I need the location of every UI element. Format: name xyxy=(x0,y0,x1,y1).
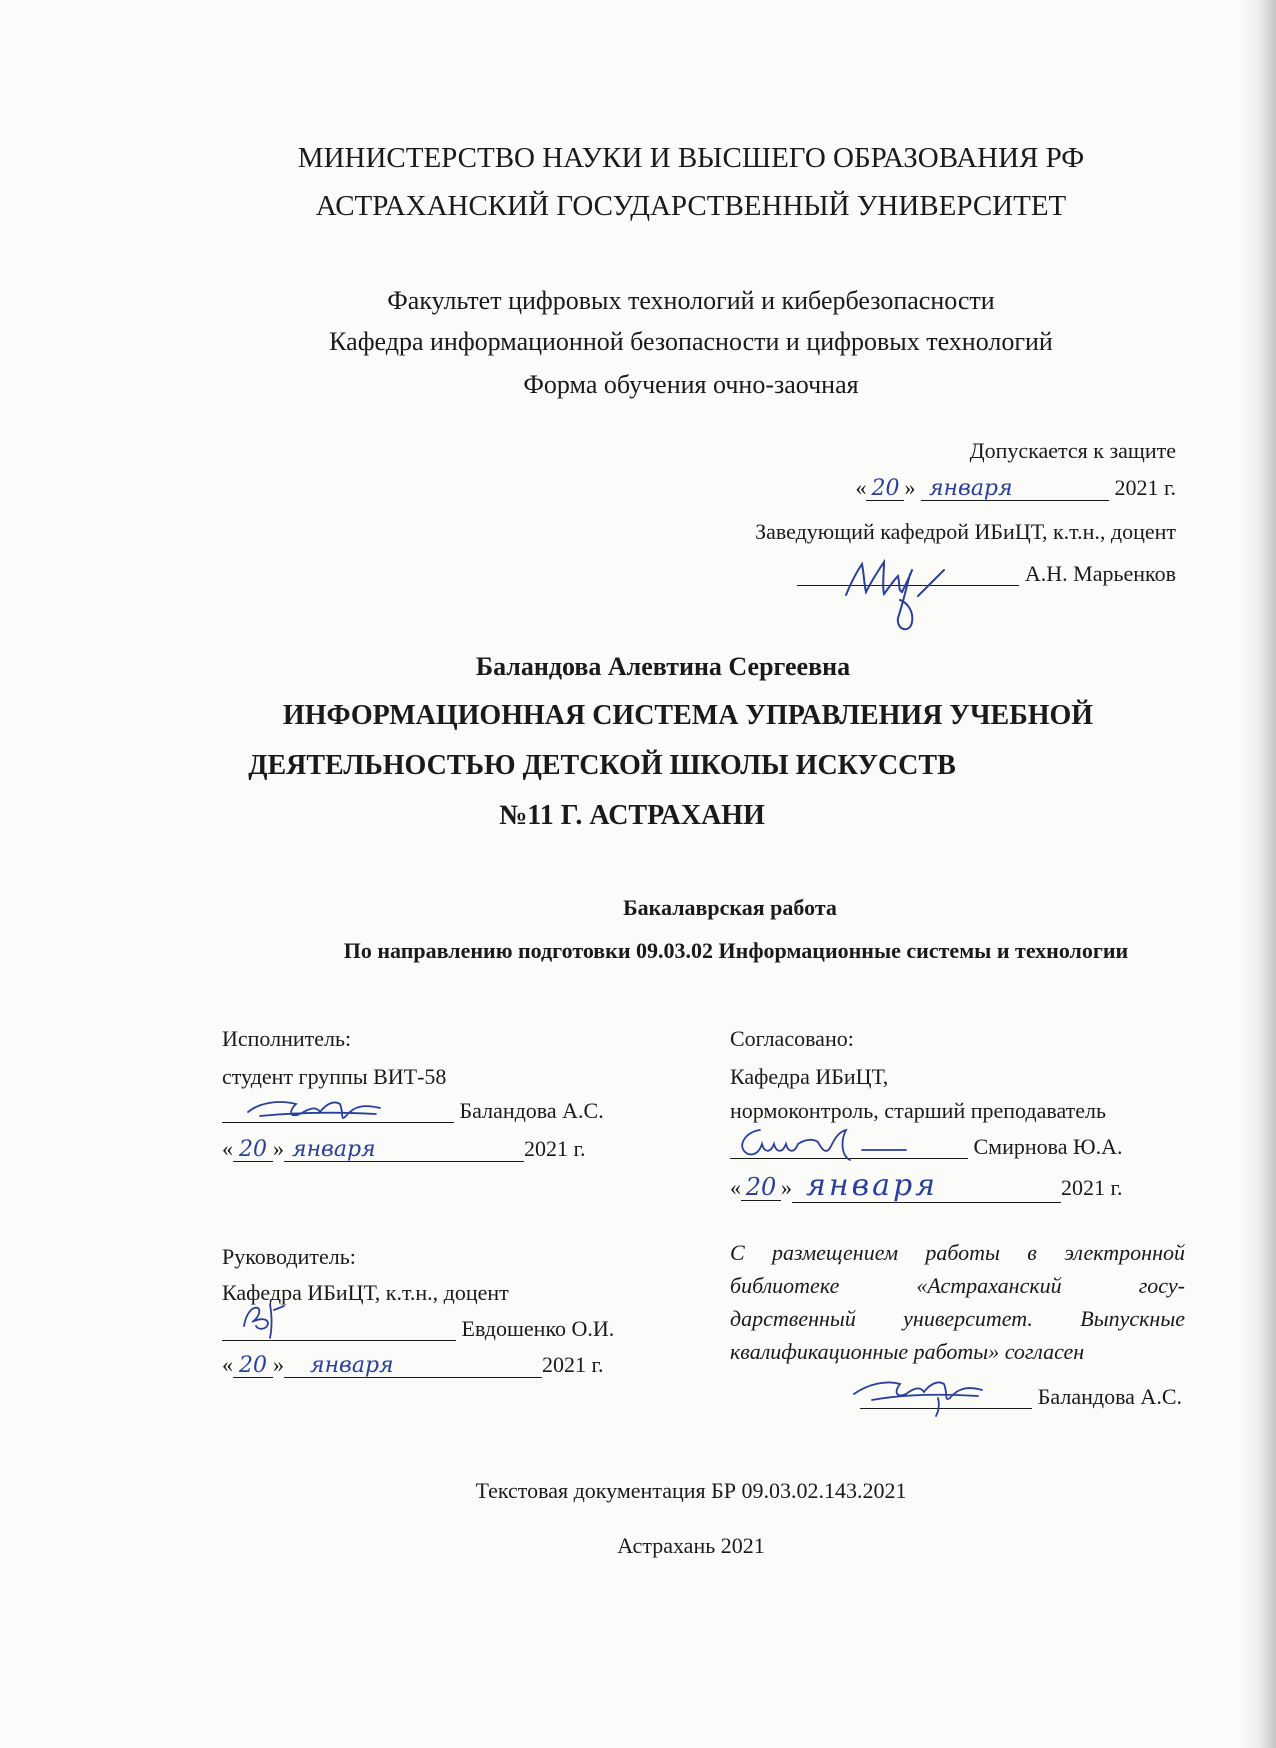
agreed-signature-line xyxy=(730,1134,1123,1160)
city-year: Астрахань 2021 xyxy=(617,1533,765,1558)
consent-line-3: дарственный университет. Выпускные xyxy=(730,1306,1185,1331)
document-code: Текстовая документация БР 09.03.02.143.2021 xyxy=(475,1478,907,1503)
faculty-line: Факультет цифровых технологий и кибербезопасности xyxy=(387,286,995,315)
agreed-date-day: 20 xyxy=(741,1175,781,1201)
agreed-date-month: января xyxy=(792,1170,1061,1203)
supervisor-name: Евдошенко О.И. xyxy=(461,1316,615,1341)
work-type: Бакалаврская работа xyxy=(623,895,837,920)
study-direction: По направлению подготовки 09.03.02 Информационные системы и технологии xyxy=(343,938,1129,963)
agreed-date-year: 2021 г. xyxy=(1061,1175,1123,1200)
executor-signature-line xyxy=(222,1098,604,1124)
supervisor-date-year: 2021 г. xyxy=(542,1352,604,1377)
study-form-line: Форма обучения очно-заочная xyxy=(523,370,859,399)
department-line: Кафедра информационной безопасности и цифровых технологий xyxy=(329,327,1053,356)
executor-date-year: 2021 г. xyxy=(524,1136,586,1161)
consent-line-2: библиотеке «Астраханский госу- xyxy=(730,1273,1185,1298)
consent-signature-line xyxy=(860,1384,1182,1410)
consent-text xyxy=(730,1236,1185,1368)
approval-label: Допускается к защите xyxy=(969,438,1176,463)
supervisor-date-month: января xyxy=(284,1354,542,1378)
thesis-title-line-3: №11 Г. АСТРАХАНИ xyxy=(499,800,765,831)
author-name: Баландова Алевтина Сергеевна xyxy=(475,652,851,681)
executor-label: Исполнитель: xyxy=(222,1026,352,1051)
supervisor-label: Руководитель: xyxy=(222,1244,356,1269)
consent-name: Баландова А.С. xyxy=(1037,1384,1182,1409)
approval-date: « 20 » января 2021 г. xyxy=(855,475,1176,501)
approval-date-month: января xyxy=(921,477,1109,501)
executor-name: Баландова А.С. xyxy=(459,1098,604,1123)
agreed-name: Смирнова Ю.А. xyxy=(973,1134,1123,1159)
head-signature-icon xyxy=(840,540,950,640)
thesis-title-line-1: ИНФОРМАЦИОННАЯ СИСТЕМА УПРАВЛЕНИЯ УЧЕБНОЙ xyxy=(282,700,1094,731)
executor-date-month: января xyxy=(284,1138,524,1162)
approval-date-day: 20 xyxy=(866,477,904,501)
supervisor-date-day: 20 xyxy=(233,1354,273,1378)
approval-head-name: А.Н. Марьенков xyxy=(1024,561,1176,586)
agreed-date: « 20 » января 2021 г. xyxy=(730,1168,1123,1203)
supervisor-signature-line xyxy=(222,1316,614,1342)
agreed-role: нормоконтроль, старший преподаватель xyxy=(730,1098,1107,1123)
executor-role: студент группы ВИТ-58 xyxy=(222,1064,447,1089)
supervisor-date: « 20 » января 2021 г. xyxy=(222,1352,604,1378)
approval-head-title: Заведующий кафедрой ИБиЦТ, к.т.н., доцент xyxy=(755,519,1176,544)
agreed-label: Согласовано: xyxy=(730,1026,854,1051)
supervisor-role: Кафедра ИБиЦТ, к.т.н., доцент xyxy=(222,1280,509,1305)
ministry-heading: МИНИСТЕРСТВО НАУКИ И ВЫСШЕГО ОБРАЗОВАНИЯ РФ xyxy=(297,142,1085,174)
agreed-department: Кафедра ИБиЦТ, xyxy=(730,1064,889,1089)
executor-date: « 20 » января 2021 г. xyxy=(222,1136,586,1162)
university-heading: АСТРАХАНСКИЙ ГОСУДАРСТВЕННЫЙ УНИВЕРСИТЕТ xyxy=(315,190,1067,222)
approval-date-year: 2021 г. xyxy=(1114,475,1176,500)
approval-head-signature-line xyxy=(797,561,1176,587)
executor-date-day: 20 xyxy=(233,1138,273,1162)
thesis-title-line-2: ДЕЯТЕЛЬНОСТЬЮ ДЕТСКОЙ ШКОЛЫ ИСКУССТВ xyxy=(248,750,956,781)
consent-line-4: квалификационные работы» согласен xyxy=(730,1339,1085,1364)
consent-line-1: С размещением работы в электронной xyxy=(730,1240,1185,1265)
